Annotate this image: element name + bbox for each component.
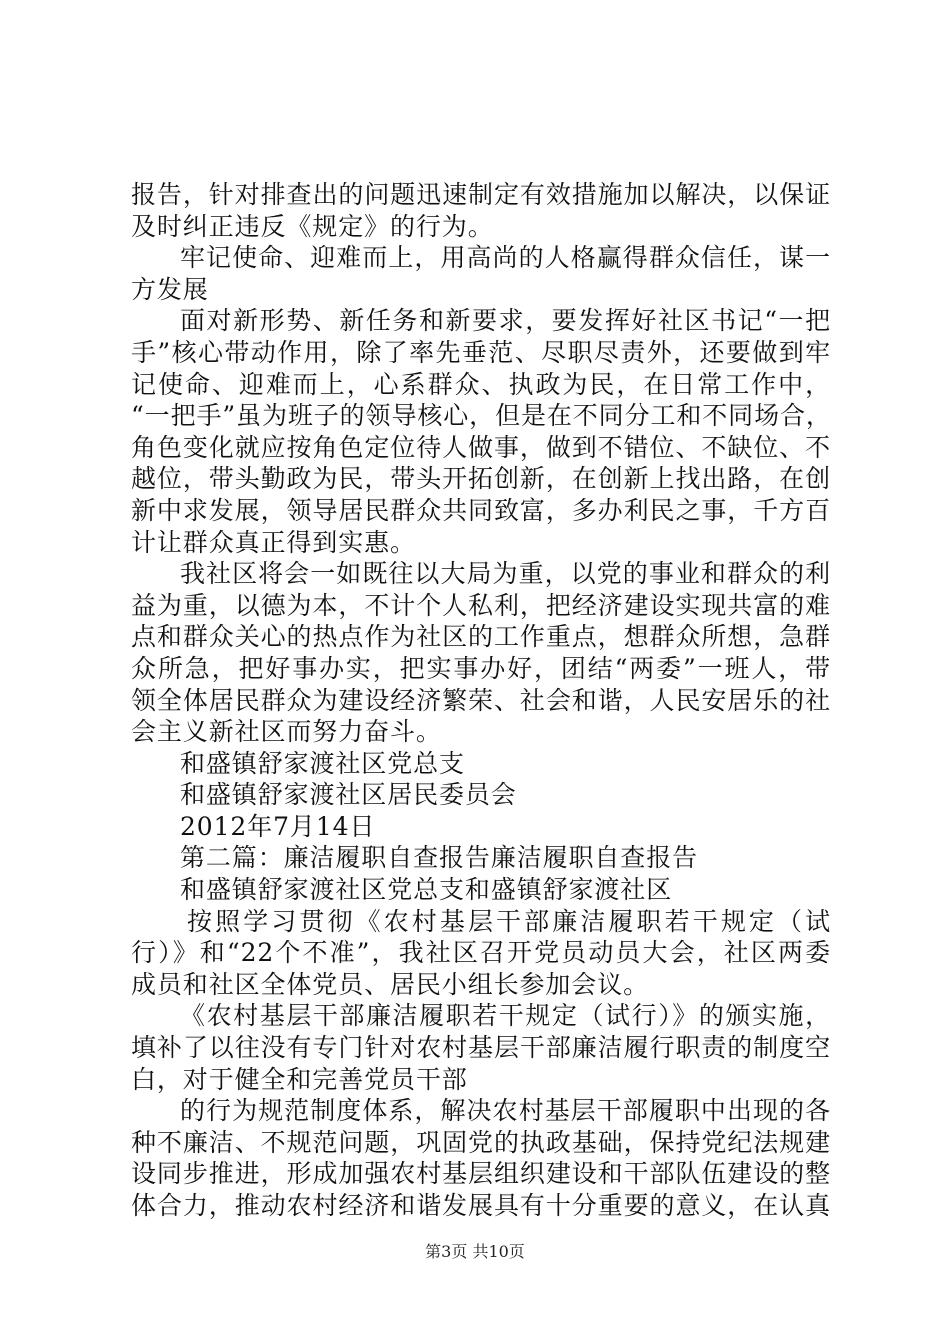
date-line: 2012年7月14日 — [180, 811, 376, 841]
text-line: 设同步推进，形成加强农村基层组织建设和干部队伍建设的整 — [131, 1159, 831, 1189]
text-line: 益为重，以德为本，不计个人私利，把经济建设实现共富的难 — [131, 590, 831, 620]
text-line: 新中求发展，领导居民群众共同致富，多办利民之事，千方百 — [131, 495, 831, 525]
text-line: 角色变化就应按角色定位待人做事，做到不错位、不缺位、不 — [131, 432, 831, 462]
text-line: 报告，针对排查出的问题迅速制定有效措施加以解决，以保证 — [131, 180, 831, 209]
text-line: 领全体居民群众为建设经济繁荣、社会和谐，人民安居乐的社 — [131, 685, 831, 715]
paragraph-heading-line: 牢记使命、迎难而上，用高尚的人格赢得群众信任，谋一 — [180, 243, 831, 273]
section-title-line: 第二篇：廉洁履职自查报告廉洁履职自查报告 — [180, 843, 699, 873]
signature-line: 和盛镇舒家渡社区党总支 — [180, 748, 465, 778]
text-line: 计让群众真正得到实惠。 — [131, 527, 416, 557]
text-line: 行）》和“22个不准”，我社区召开党员动员大会，社区两委 — [131, 938, 831, 968]
text-line: 方发展 — [131, 274, 209, 304]
text-line: 体合力，推动农村经济和谐发展具有十分重要的意义，在认真 — [131, 1191, 831, 1220]
text-line: 种不廉洁、不规范问题，巩固党的执政基础，保持党纪法规建 — [131, 1127, 831, 1157]
text-line: 会主义新社区而努力奋斗。 — [131, 717, 442, 747]
text-line: 及时纠正违反《规定》的行为。 — [131, 211, 494, 241]
signature-line: 和盛镇舒家渡社区居民委员会 — [180, 780, 517, 810]
paragraph-start-line: 的行为规范制度体系，解决农村基层干部履职中出现的各 — [180, 1096, 831, 1126]
text-line: 手”核心带动作用，除了率先垂范、尽职尽责外，还要做到牢 — [131, 337, 831, 367]
paragraph-start-line: 按照学习贯彻《农村基层干部廉洁履职若干规定（试 — [187, 906, 831, 936]
text-line: 点和群众关心的热点作为社区的工作重点，想群众所想，急群 — [131, 622, 831, 652]
page-number: 第3页 共10页 — [425, 1242, 525, 1261]
text-line: 白，对于健全和完善党员干部 — [131, 1064, 468, 1094]
text-line: “一把手”虽为班子的领导核心，但是在不同分工和不同场合， — [131, 401, 832, 431]
document-body — [131, 179, 831, 1222]
text-line: 和盛镇舒家渡社区党总支和盛镇舒家渡社区 — [180, 875, 673, 905]
paragraph-start-line: 面对新形势、新任务和新要求，要发挥好社区书记“一把 — [180, 306, 831, 336]
text-line: 填补了以往没有专门针对农村基层干部廉洁履行职责的制度空 — [131, 1033, 831, 1063]
text-line: 越位，带头勤政为民，带头开拓创新，在创新上找出路，在创 — [131, 464, 831, 494]
text-line: 众所急，把好事办实，把实事办好，团结“两委”一班人，带 — [131, 653, 831, 683]
paragraph-start-line: 《农村基层干部廉洁履职若干规定（试行）》的颁实施， — [180, 1001, 831, 1031]
paragraph-start-line: 我社区将会一如既往以大局为重，以党的事业和群众的利 — [180, 559, 831, 589]
text-line: 成员和社区全体党员、居民小组长参加会议。 — [131, 969, 650, 999]
text-line: 记使命、迎难而上，心系群众、执政为民，在日常工作中， — [131, 369, 831, 399]
